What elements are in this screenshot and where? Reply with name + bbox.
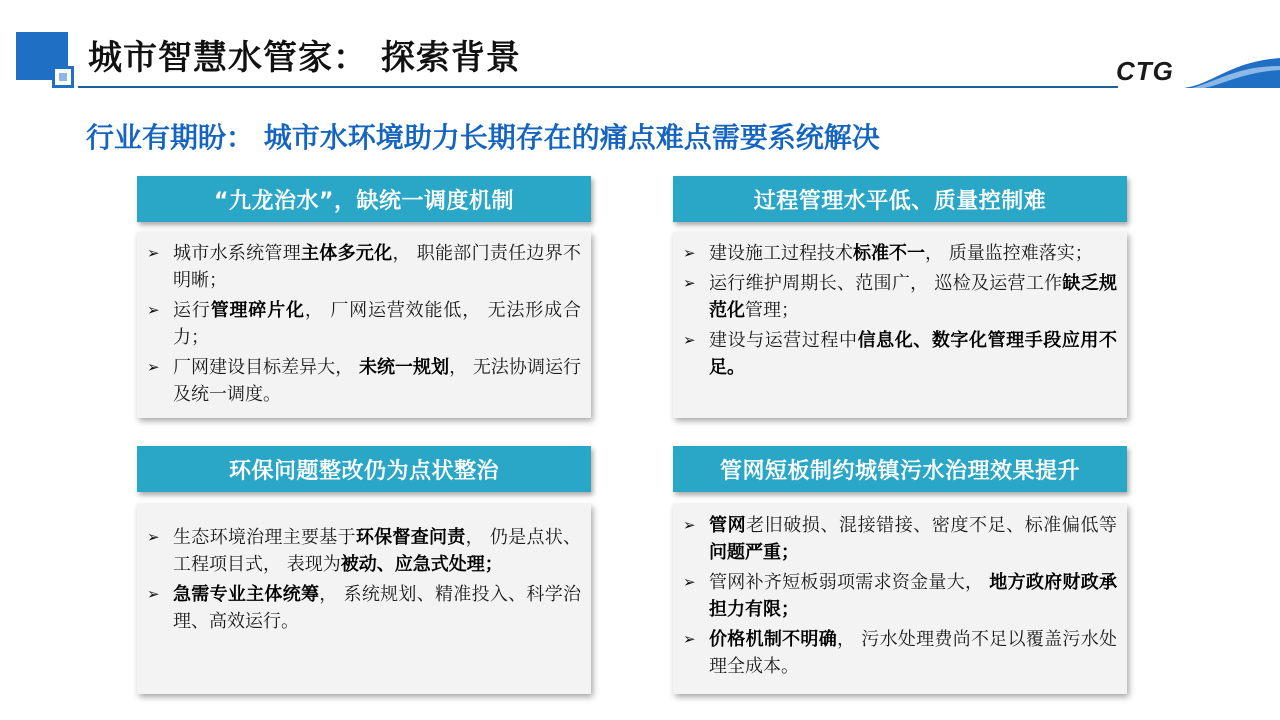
plain-text: 城市水系统管理 <box>173 243 301 264</box>
bullet-item <box>147 354 581 408</box>
arrow-bullet-icon: ➢ <box>147 528 160 546</box>
arrow-bullet-icon: ➢ <box>147 358 160 376</box>
emphasis-text: 信息化、数字化管理手段应用不足。 <box>709 330 1118 378</box>
arrow-bullet-icon: ➢ <box>683 573 696 591</box>
arrow-bullet-icon: ➢ <box>683 244 696 262</box>
plain-text: ， 质量监控难落实； <box>925 243 1093 264</box>
plain-text: 生态环境治理主要基于 <box>173 527 356 548</box>
emphasis-text: 问题严重； <box>709 542 799 563</box>
bullet-text <box>173 240 581 294</box>
bullet-text <box>173 354 581 408</box>
brand-logo-text: CTG <box>1116 56 1174 86</box>
arrow-bullet-icon: ➢ <box>683 516 696 534</box>
logo-small-square-icon <box>52 66 74 88</box>
plain-text: 建设施工过程技术 <box>709 243 853 264</box>
bullet-item <box>683 512 1117 566</box>
emphasis-text: 管网 <box>709 515 747 536</box>
card-unified-dispatch <box>137 176 591 418</box>
arrow-bullet-icon: ➢ <box>147 244 160 262</box>
plain-text: 建设与运营过程中 <box>709 330 858 351</box>
brand-wave-icon <box>1184 54 1280 88</box>
plain-text: ， 仍是点状、工程项目式， 表现为 <box>173 527 582 575</box>
emphasis-text: 急需专业主体统筹 <box>173 584 320 605</box>
bullet-item <box>683 327 1117 381</box>
page-title: 城市智慧水管家： 探索背景 <box>88 38 521 78</box>
plain-text: ， 系统规划、精准投入、科学治理、高效运行。 <box>173 584 581 632</box>
arrow-bullet-icon: ➢ <box>683 630 696 648</box>
bullet-text <box>173 297 581 351</box>
card-body <box>137 504 591 694</box>
bullet-item <box>683 569 1117 623</box>
bullet-item <box>683 240 1117 267</box>
plain-text: 管网补齐短板弱项需求资金量大， <box>709 572 990 593</box>
bullet-item <box>683 626 1117 680</box>
bullet-text <box>709 240 1117 267</box>
emphasis-text: 缺乏规范化 <box>709 273 1117 321</box>
plain-text: ， 污水处理费尚不足以覆盖污水处理全成本。 <box>709 629 1117 677</box>
card-process-management <box>673 176 1127 418</box>
bullet-text <box>709 512 1117 566</box>
emphasis-text: 地方政府财政承担力有限； <box>709 572 1117 620</box>
arrow-bullet-icon: ➢ <box>147 301 160 319</box>
emphasis-text: 被动、应急式处理； <box>340 554 503 575</box>
bullet-item <box>147 240 581 294</box>
plain-text: 管理； <box>745 300 799 321</box>
emphasis-text: 主体多元化 <box>301 243 393 264</box>
card-body <box>673 504 1127 694</box>
plain-text: ， 职能部门责任边界不明晰； <box>173 243 582 291</box>
card-title: 环保问题整改仍为点状整治 <box>137 446 591 492</box>
bullet-text <box>709 626 1117 680</box>
arrow-bullet-icon: ➢ <box>683 274 696 292</box>
bullet-item <box>147 297 581 351</box>
bullet-text <box>173 581 581 635</box>
bullet-text <box>709 327 1117 381</box>
card-title: 管网短板制约城镇污水治理效果提升 <box>673 446 1127 492</box>
header-divider <box>78 86 1118 88</box>
emphasis-text: 标准不一 <box>853 243 925 264</box>
bullet-item <box>683 270 1117 324</box>
emphasis-text: 未统一规划 <box>358 357 450 378</box>
bullet-text <box>709 569 1117 623</box>
bullet-item <box>147 581 581 635</box>
card-title: “九龙治水”，缺统一调度机制 <box>137 176 591 222</box>
section-subtitle: 行业有期盼： 城市水环境助力长期存在的痛点难点需要系统解决 <box>86 121 880 154</box>
card-title: 过程管理水平低、质量控制难 <box>673 176 1127 222</box>
emphasis-text: 管理碎片化 <box>210 300 305 321</box>
plain-text: 运行 <box>173 300 211 321</box>
arrow-bullet-icon: ➢ <box>683 331 696 349</box>
emphasis-text: 价格机制不明确 <box>709 629 837 650</box>
card-body <box>137 232 591 418</box>
bullet-text <box>173 524 581 578</box>
plain-text: 老旧破损、混接错接、密度不足、标准偏低等 <box>746 515 1118 536</box>
bullet-item <box>147 524 581 578</box>
arrow-bullet-icon: ➢ <box>147 585 160 603</box>
card-pipe-network <box>673 446 1127 694</box>
plain-text: ， 无法协调运行及统一调度。 <box>173 357 581 405</box>
plain-text: 厂网建设目标差异大， <box>173 357 359 378</box>
card-body <box>673 232 1127 418</box>
plain-text: ， 厂网运营效能低， 无法形成合力； <box>173 300 581 348</box>
plain-text: 运行维护周期长、范围广， 巡检及运营工作 <box>709 273 1063 294</box>
bullet-text <box>709 270 1117 324</box>
emphasis-text: 环保督查问责 <box>355 527 466 548</box>
card-environmental-rectification <box>137 446 591 694</box>
